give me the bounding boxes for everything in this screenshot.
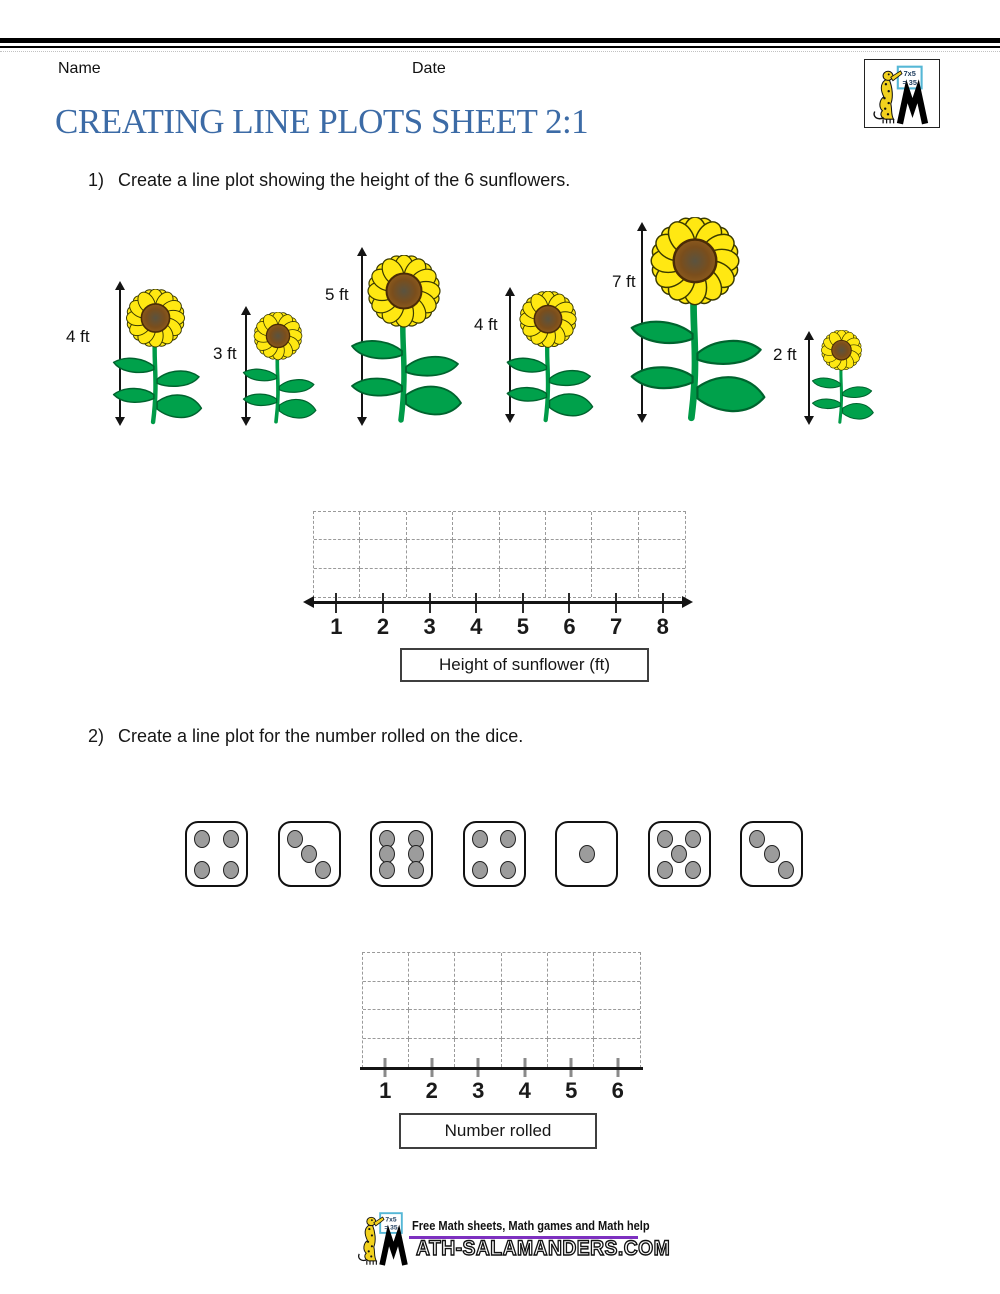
die-pip bbox=[315, 861, 331, 879]
die-pip bbox=[778, 861, 794, 879]
footer-tagline: Free Math sheets, Math games and Math help bbox=[412, 1218, 650, 1233]
question-1-number: 1) bbox=[88, 170, 105, 190]
axis-label-box-2 bbox=[399, 1113, 597, 1149]
grid-cell bbox=[592, 512, 638, 540]
grid-cell bbox=[548, 953, 594, 982]
grid-cell bbox=[363, 982, 409, 1011]
question-1 bbox=[88, 170, 570, 191]
grid-cell bbox=[546, 512, 592, 540]
top-divider-dotted bbox=[0, 51, 1000, 52]
die-pip bbox=[657, 861, 673, 879]
grid-cell bbox=[407, 512, 453, 540]
plot-grid-2 bbox=[362, 952, 641, 1068]
axis-numbers-1 bbox=[313, 614, 686, 640]
grid-cell bbox=[409, 1010, 455, 1039]
sunflower-icon-2 bbox=[238, 312, 318, 425]
axis-number: 6 bbox=[611, 1078, 624, 1103]
axis-label-2: Number rolled bbox=[444, 1121, 552, 1140]
height-label-3: 5 ft bbox=[325, 285, 349, 304]
grid-cell bbox=[360, 540, 406, 568]
sunflower-icon-6 bbox=[808, 330, 875, 425]
axis-number: 2 bbox=[425, 1078, 438, 1103]
axis-number: 5 bbox=[565, 1078, 578, 1103]
grid-cell bbox=[363, 1010, 409, 1039]
grid-cell bbox=[502, 953, 548, 982]
grid-cell bbox=[455, 953, 501, 982]
plot-grid-1 bbox=[313, 511, 686, 598]
dice-row bbox=[185, 821, 803, 887]
die-pip bbox=[379, 861, 395, 879]
grid-cell bbox=[639, 512, 685, 540]
grid-cell bbox=[594, 1010, 640, 1039]
die-pip bbox=[579, 845, 595, 863]
grid-cell bbox=[453, 512, 499, 540]
grid-cell bbox=[639, 540, 685, 568]
salamander-icon bbox=[867, 63, 937, 125]
top-divider bbox=[0, 38, 1000, 48]
die-pip bbox=[764, 845, 780, 863]
grid-cell bbox=[455, 982, 501, 1011]
axis-number: 1 bbox=[330, 614, 343, 639]
axis-number: 4 bbox=[518, 1078, 531, 1103]
grid-cell bbox=[592, 540, 638, 568]
axis-number: 3 bbox=[472, 1078, 485, 1103]
die-showing-3 bbox=[278, 821, 341, 887]
footer-site-rest: ATH-SALAMANDERS.COM bbox=[416, 1237, 671, 1260]
grid-cell bbox=[502, 1010, 548, 1039]
die-pip bbox=[408, 861, 424, 879]
axis-number: 8 bbox=[656, 614, 669, 639]
logo-board-text-1: 7x5 bbox=[903, 68, 916, 78]
footer-board-text-2: = 35 bbox=[384, 1224, 398, 1232]
grid-cell bbox=[407, 540, 453, 568]
die-pip bbox=[223, 830, 239, 848]
math-salamanders-logo bbox=[864, 59, 940, 128]
footer-salamander-icon bbox=[352, 1210, 416, 1266]
question-1-text: Create a line plot showing the height of the 6 sunflowers. bbox=[118, 170, 571, 190]
die-pip bbox=[671, 845, 687, 863]
axis-label-box-1 bbox=[400, 648, 649, 682]
die-showing-4 bbox=[185, 821, 248, 887]
axis-number: 6 bbox=[563, 614, 576, 639]
date-label: Date bbox=[412, 60, 446, 77]
die-pip bbox=[301, 845, 317, 863]
sunflower-icon-4 bbox=[501, 291, 595, 424]
logo-board-text-2: = 35 bbox=[902, 77, 917, 87]
die-pip bbox=[685, 830, 701, 848]
footer-site-text bbox=[416, 1237, 692, 1261]
die-showing-1 bbox=[555, 821, 618, 887]
question-2 bbox=[88, 726, 523, 747]
die-pip bbox=[223, 861, 239, 879]
die-pip bbox=[500, 830, 516, 848]
question-2-number: 2) bbox=[88, 726, 105, 746]
grid-cell bbox=[455, 1010, 501, 1039]
grid-cell bbox=[363, 953, 409, 982]
die-showing-6 bbox=[370, 821, 433, 887]
sunflower-icon-3 bbox=[344, 255, 464, 425]
axis-label-1: Height of sunflower (ft) bbox=[438, 655, 610, 674]
die-pip bbox=[685, 861, 701, 879]
grid-cell bbox=[594, 982, 640, 1011]
die-pip bbox=[472, 830, 488, 848]
name-label: Name bbox=[58, 60, 101, 77]
question-2-text: Create a line plot for the number rolled on the dice. bbox=[118, 726, 524, 746]
die-pip bbox=[194, 861, 210, 879]
axis-number: 7 bbox=[609, 614, 623, 639]
number-line-2 bbox=[360, 1067, 643, 1070]
die-pip bbox=[472, 861, 488, 879]
grid-cell bbox=[548, 982, 594, 1011]
grid-cell bbox=[502, 982, 548, 1011]
grid-cell bbox=[546, 540, 592, 568]
die-pip bbox=[749, 830, 765, 848]
height-label-6: 2 ft bbox=[773, 345, 797, 364]
die-pip bbox=[194, 830, 210, 848]
height-label-2: 3 ft bbox=[213, 344, 237, 363]
footer-board-text-1: 7x5 bbox=[385, 1216, 397, 1224]
number-line-1 bbox=[303, 596, 693, 608]
die-showing-5 bbox=[648, 821, 711, 887]
die-pip bbox=[287, 830, 303, 848]
axis-number: 2 bbox=[376, 614, 390, 639]
height-label-4: 4 ft bbox=[474, 315, 498, 334]
sunflower-icon-5 bbox=[622, 217, 768, 424]
grid-cell bbox=[314, 540, 360, 568]
grid-cell bbox=[360, 512, 406, 540]
axis-numbers-2 bbox=[362, 1078, 641, 1104]
grid-cell bbox=[314, 512, 360, 540]
page-title: CREATING LINE PLOTS SHEET 2:1 bbox=[55, 102, 589, 141]
grid-cell bbox=[548, 1010, 594, 1039]
line-plot-1 bbox=[303, 511, 693, 651]
axis-number: 4 bbox=[470, 614, 483, 639]
grid-cell bbox=[453, 540, 499, 568]
die-showing-4 bbox=[463, 821, 526, 887]
axis-number: 5 bbox=[516, 614, 529, 639]
sunflower-icon-1 bbox=[107, 289, 204, 426]
line-plot-2 bbox=[362, 952, 641, 1112]
height-label-1: 4 ft bbox=[66, 327, 90, 346]
grid-cell bbox=[594, 953, 640, 982]
grid-cell bbox=[409, 953, 455, 982]
axis-number: 3 bbox=[423, 614, 436, 639]
die-pip bbox=[500, 861, 516, 879]
axis-number: 1 bbox=[379, 1078, 392, 1103]
grid-cell bbox=[500, 540, 546, 568]
height-label-5: 7 ft bbox=[612, 272, 636, 291]
grid-cell bbox=[500, 512, 546, 540]
die-showing-3 bbox=[740, 821, 803, 887]
die-pip bbox=[657, 830, 673, 848]
grid-cell bbox=[409, 982, 455, 1011]
